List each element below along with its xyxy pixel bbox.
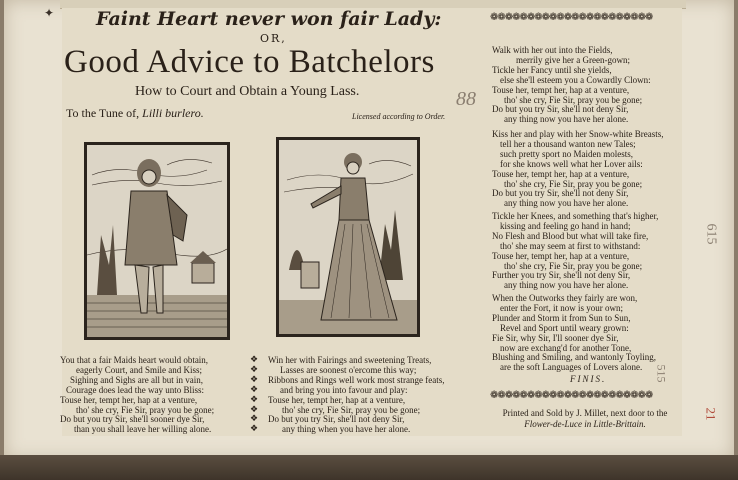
verse-line: tell her a thousand wanton new Tales; (500, 138, 636, 149)
imprint (492, 408, 678, 430)
margin-number-upper: 615 (703, 223, 719, 245)
verse-line: eagerly Court, and Smile and Kiss; (76, 364, 202, 375)
lady-illustration (279, 140, 417, 334)
tune-name: Lilli burlero. (142, 106, 204, 120)
verse-line: Do but you try Sir, she'll not deny Sir, (268, 414, 405, 425)
verse-line: Touse her, tempt her, hap at a venture, (268, 394, 406, 405)
verse-line: When the Outworks they fairly are won, (492, 293, 638, 303)
gentleman-illustration (87, 145, 227, 337)
pin-mark-icon: ✦ (44, 6, 55, 20)
bottom-ornament-band: ❁❁❁❁❁❁❁❁❁❁❁❁❁❁❁❁❁❁❁❁❁❁ (490, 390, 653, 401)
right-verse-3 (492, 212, 658, 291)
verse-line: kissing and feeling go hand in hand; (500, 220, 631, 231)
right-verse-2 (492, 130, 663, 209)
title-or: OR, (260, 32, 287, 45)
verse-line: any thing now you have her alone. (504, 280, 629, 291)
verse-line: tho' she cry, Fie Sir, pray you be gone; (504, 260, 643, 271)
verse-line: Touse her, tempt her, hap at a venture, (60, 394, 198, 405)
verse-line: any thing when you have her alone. (282, 424, 411, 435)
verse-line: Win her with Fairings and sweetening Treats, (268, 355, 432, 365)
imprint-line-1: Printed and Sold by J. Millet, next door to the (502, 408, 668, 418)
verse-line: Revel and Sport until weary grown: (500, 322, 629, 333)
verse-line: such pretty sport no Maiden molests, (500, 148, 633, 159)
left-verse (60, 356, 214, 435)
verse-line: any thing now you have her alone. (504, 114, 629, 125)
verse-line: Courage does lead the way unto Bliss: (66, 384, 204, 395)
verse-line: Do but you try Sir, she'll not deny Sir, (492, 188, 629, 199)
verse-line: Lasses are soonest o'ercome this way; (280, 364, 417, 375)
middle-verse (268, 356, 444, 435)
verse-line: Sighing and Sighs are all but in vain, (70, 374, 203, 385)
book-board-edge (0, 455, 738, 480)
imprint-line-2: Flower-de-Luce in Little-Brittain. (524, 419, 646, 429)
verse-line: enter the Fort, it now is your own; (500, 302, 623, 313)
top-ornament-band: ❁❁❁❁❁❁❁❁❁❁❁❁❁❁❁❁❁❁❁❁❁❁ (490, 12, 653, 23)
verse-line: now are exchang'd for another Tone, (500, 342, 632, 353)
title-line-2: Good Advice to Batchelors (64, 44, 435, 80)
verse-line: Touse her, tempt her, hap at a venture, (492, 168, 630, 179)
verse-line: Ribbons and Rings well work most strange feats, (268, 374, 445, 385)
verse-line: Tickle her Fancy until she yields, (492, 64, 612, 75)
pen-mark: 88 (456, 88, 476, 110)
verse-line: for she knows well what her Lover ails: (500, 158, 643, 169)
title-line-3: How to Court and Obtain a Young Lass. (135, 84, 360, 99)
tune-line (66, 106, 204, 121)
verse-line: than you shall leave her willing alone. (74, 424, 212, 435)
verse-line: Walk with her out into the Fields, (492, 45, 613, 55)
verse-line: Blushing and Smiling, and wantonly Toyling, (492, 352, 656, 363)
verse-line: are the soft Languages of Lovers alone. (500, 362, 643, 373)
woodcut-lady (276, 137, 420, 337)
verse-line: Do but you try Sir, she'll not deny Sir, (492, 104, 629, 115)
verse-line: tho' she cry, Fie Sir, pray you be gone; (282, 404, 421, 415)
verse-line: Touse her, tempt her, hap at a venture, (492, 250, 630, 261)
verse-line: any thing now you have her alone. (504, 198, 629, 209)
verse-line: Plunder and Storm it from Sun to Sun, (492, 312, 631, 323)
verse-line: merrily give her a Green-gown; (516, 54, 630, 65)
verse-line: and bring you into favour and play: (280, 384, 408, 395)
verse-line: You that a fair Maids heart would obtain, (60, 355, 209, 365)
tune-prefix: To the Tune of, (66, 106, 140, 120)
title-line-1: Faint Heart never won fair Lady: (96, 8, 442, 30)
verse-line: tho' she may seem at first to withstand: (500, 240, 641, 251)
right-verse-1 (492, 46, 651, 125)
verse-line: No Flesh and Blood but what will take fire, (492, 230, 649, 241)
column-ornament: ❖ ❖ ❖ ❖ ❖ ❖ ❖ ❖ (250, 355, 259, 435)
verse-line: tho' she cry, Fie Sir, pray you be gone; (76, 404, 215, 415)
woodcut-gentleman (84, 142, 230, 340)
verse-line: Fie Sir, why Sir, I'll sooner dye Sir, (492, 332, 619, 343)
finis: FINIS. (570, 374, 607, 384)
verse-line: Kiss her and play with her Snow-white Breasts, (492, 129, 664, 139)
verse-line: Further you try Sir, she'll not deny Sir, (492, 270, 631, 281)
verse-line: else she'll esteem you a Cowardly Clown: (500, 74, 651, 85)
verse-line: tho' she cry, Fie Sir, pray you be gone; (504, 94, 643, 105)
verse-line: Touse her, tempt her, hap at a venture, (492, 84, 630, 95)
margin-number-red: 21 (703, 407, 719, 421)
verse-line: tho' she cry, Fie Sir, pray you be gone; (504, 178, 643, 189)
margin-number-lower: 515 (654, 364, 669, 383)
verse-line: Tickle her Knees, and something that's higher, (492, 211, 659, 221)
licensed-notice: Licensed according to Order. (352, 112, 446, 121)
right-verse-4 (492, 294, 656, 373)
verse-line: Do but you try Sir, she'll sooner dye Sir, (60, 414, 205, 425)
